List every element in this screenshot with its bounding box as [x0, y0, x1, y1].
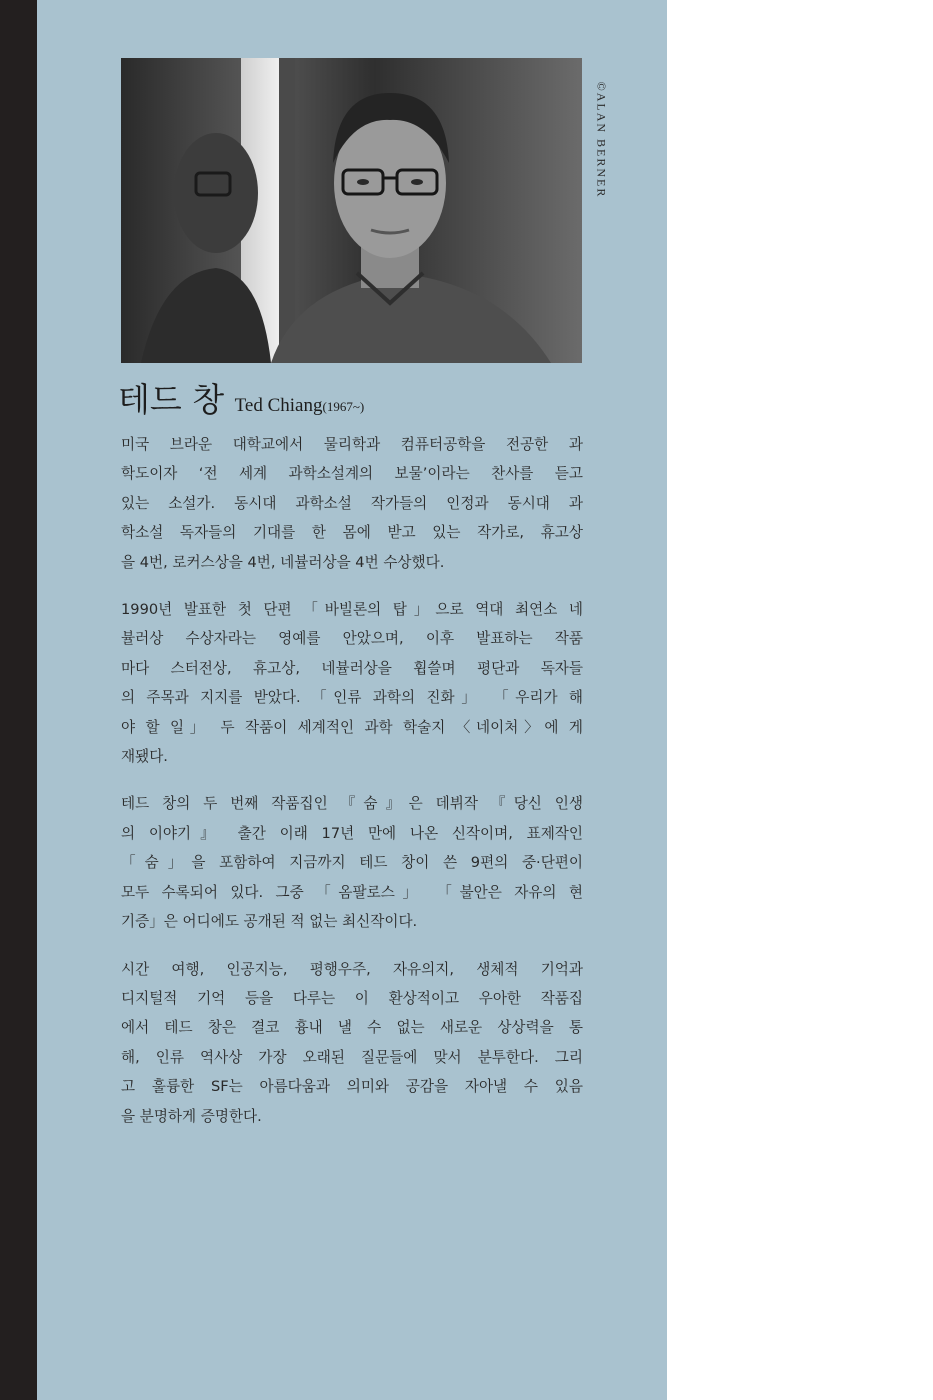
photo-credit: [594, 60, 608, 220]
bio-line: 모두 수록되어 있다. 그중 「옴팔로스」 「불안은 자유의 현: [121, 883, 583, 901]
author-bio: [121, 430, 583, 1149]
bio-paragraph-2: [121, 595, 583, 771]
bio-line: 학도이자 ‘전 세계 과학소설계의 보물’이라는 찬사를 듣고: [121, 465, 583, 483]
bio-line: 「숨」을 포함하여 지금까지 테드 창이 쓴 9편의 중·단편이: [121, 854, 583, 872]
bio-paragraph-1: [121, 430, 583, 577]
bio-line: 기증」은 어디에도 공개된 적 없는 최신작이다.: [121, 913, 418, 931]
bio-line: 미국 브라운 대학교에서 물리학과 컴퓨터공학을 전공한 과: [121, 436, 583, 453]
author-photo: [121, 58, 582, 363]
book-spine-edge: [0, 0, 37, 1400]
bio-line: 의 이야기』 출간 이래 17년 만에 나온 신작이며, 표제작인: [121, 824, 583, 842]
author-name-english: Ted Chiang: [234, 395, 323, 416]
bio-line: 을 분명하게 증명한다.: [121, 1107, 262, 1125]
bio-line: 해, 인류 역사상 가장 오래된 질문들에 맞서 분투한다. 그리: [121, 1048, 583, 1066]
bio-line: 시간 여행, 인공지능, 평행우주, 자유의지, 생체적 기억과: [121, 960, 583, 978]
bio-line: 있는 소설가. 동시대 과학소설 작가들의 인정과 동시대 과: [121, 494, 583, 512]
author-years: (1967~): [322, 399, 365, 414]
photo-credit-text: ©ALAN BERNER: [594, 81, 609, 199]
bio-paragraph-3: [121, 789, 583, 936]
bio-line: 테드 창의 두 번째 작품집인 『숨』은 데뷔작 『당신 인생: [121, 795, 583, 813]
bio-paragraph-4: [121, 955, 583, 1131]
bio-line: 1990년 발표한 첫 단편 「바빌론의 탑」으로 역대 최연소 네: [121, 601, 583, 619]
author-heading: [118, 374, 364, 421]
bio-line: 을 4번, 로커스상을 4번, 네뷸러상을 4번 수상했다.: [121, 553, 445, 571]
bio-line: 뷸러상 수상자라는 영예를 안았으며, 이후 발표하는 작품: [121, 630, 583, 648]
bio-line: 야 할 일」 두 작품이 세계적인 과학 학술지 〈네이처〉에 게: [121, 718, 583, 736]
author-name-korean: 테드 창: [118, 380, 225, 419]
bio-line: 학소설 독자들의 기대를 한 몸에 받고 있는 작가로, 휴고상: [121, 524, 583, 542]
bio-line: 마다 스터전상, 휴고상, 네뷸러상을 휩쓸며 평단과 독자들: [121, 659, 583, 677]
bio-line: 에서 테드 창은 결코 흉내 낼 수 없는 새로운 상상력을 통: [121, 1019, 583, 1037]
bio-line: 디지털적 기억 등을 다루는 이 환상적이고 우아한 작품집: [121, 989, 583, 1007]
bio-line: 의 주목과 지지를 받았다. 「인류 과학의 진화」 「우리가 해: [121, 689, 583, 707]
bio-line: 고 훌륭한 SF는 아름다움과 의미와 공감을 자아낼 수 있음: [121, 1078, 583, 1096]
bio-line: 재됐다.: [121, 748, 168, 766]
